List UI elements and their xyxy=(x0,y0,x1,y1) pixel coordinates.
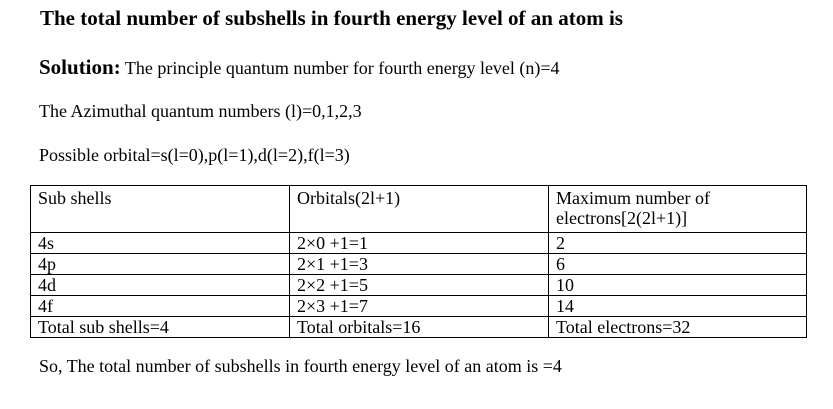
solution-line xyxy=(39,55,560,80)
question-heading: The total number of subshells in fourth energy level of an atom is xyxy=(40,6,623,30)
header-orbitals: Orbitals(2l+1) xyxy=(290,186,549,233)
cell-orbitals: 2×0 +1=1 xyxy=(290,233,549,254)
solution-text: The principle quantum number for fourth energy level (n)=4 xyxy=(120,58,560,78)
table-row xyxy=(31,275,807,296)
table-row xyxy=(31,233,807,254)
conclusion-line: So, The total number of subshells in fourth energy level of an atom is =4 xyxy=(39,356,562,376)
total-orbitals: Total orbitals=16 xyxy=(290,317,549,338)
cell-electrons: 14 xyxy=(549,296,807,317)
subshell-table xyxy=(30,185,807,338)
total-subshells: Total sub shells=4 xyxy=(31,317,290,338)
solution-label: Solution: xyxy=(39,55,121,79)
cell-orbitals: 2×2 +1=5 xyxy=(290,275,549,296)
cell-orbitals: 2×3 +1=7 xyxy=(290,296,549,317)
cell-subshell: 4f xyxy=(31,296,290,317)
azimuthal-line: The Azimuthal quantum numbers (l)=0,1,2,3 xyxy=(39,101,362,121)
header-sub-shells: Sub shells xyxy=(31,186,290,233)
cell-electrons: 6 xyxy=(549,254,807,275)
cell-electrons: 2 xyxy=(549,233,807,254)
possible-orbital-line: Possible orbital=s(l=0),p(l=1),d(l=2),f(l=3) xyxy=(39,145,350,165)
table-header-row xyxy=(31,186,807,233)
cell-orbitals: 2×1 +1=3 xyxy=(290,254,549,275)
table-row xyxy=(31,296,807,317)
cell-electrons: 10 xyxy=(549,275,807,296)
cell-subshell: 4s xyxy=(31,233,290,254)
table-row xyxy=(31,254,807,275)
total-electrons: Total electrons=32 xyxy=(549,317,807,338)
cell-subshell: 4p xyxy=(31,254,290,275)
header-max-electrons: Maximum number of electrons[2(2l+1)] xyxy=(549,186,807,233)
cell-subshell: 4d xyxy=(31,275,290,296)
table-totals-row xyxy=(31,317,807,338)
